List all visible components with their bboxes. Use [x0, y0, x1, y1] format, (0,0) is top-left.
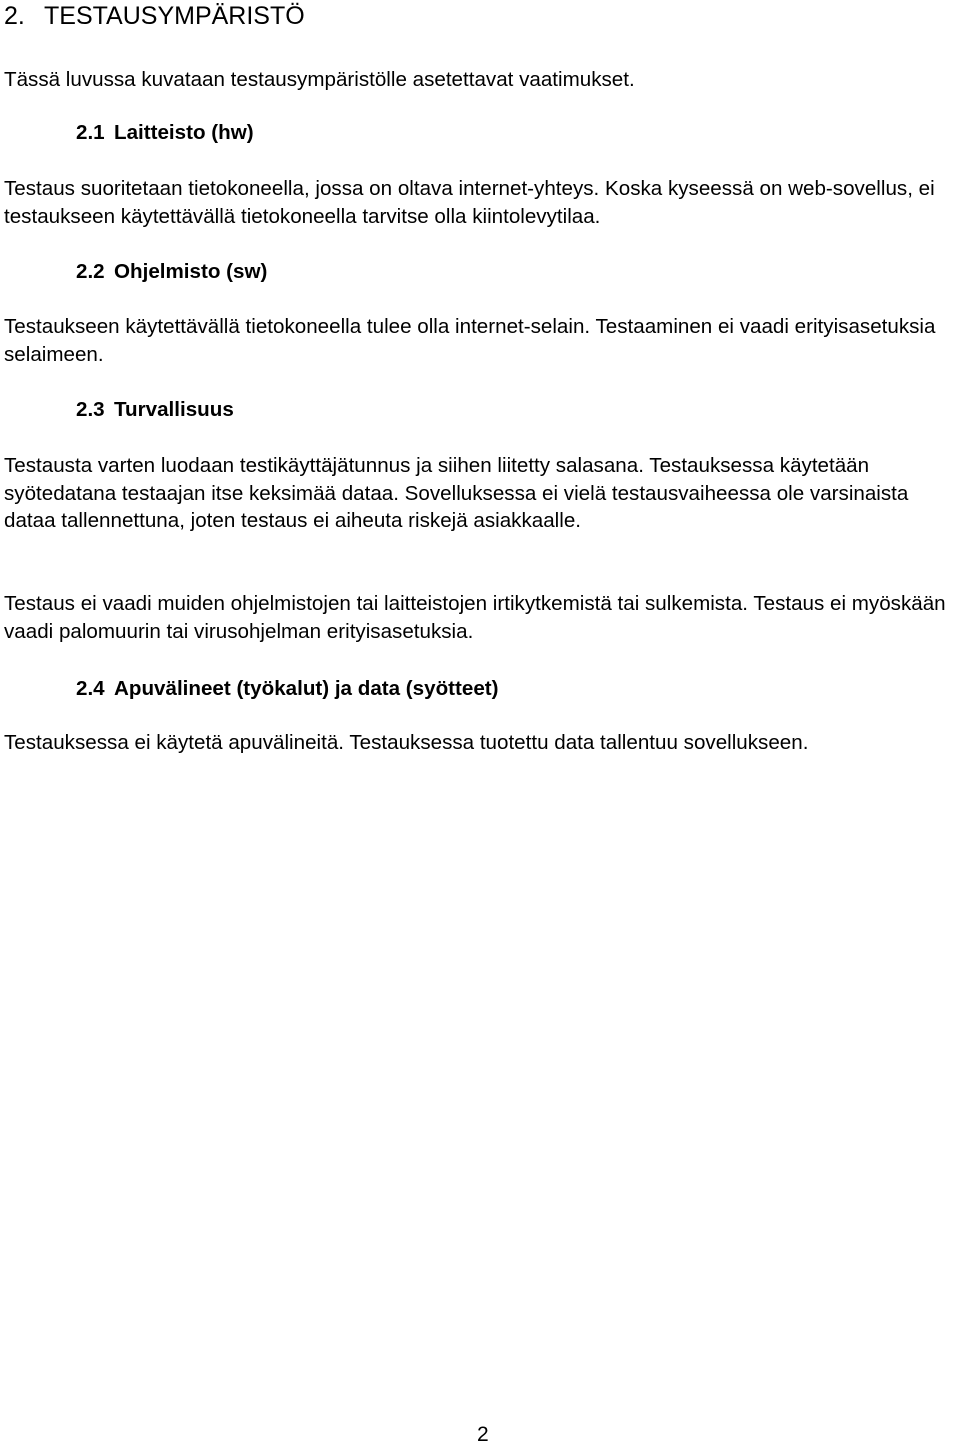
section-heading-2-4	[76, 675, 498, 702]
section-2-3-paragraph-1: Testausta varten luodaan testikäyttäjätunnus ja siihen liitetty salasana. Testauksessa käytetään syötedatana testaajan itse keksimää dataa. Sovelluksessa ei vielä testausvaiheessa ole varsinaista dataa tallennettuna, joten testaus ei aiheuta riskejä asiakkaalle.	[4, 454, 909, 532]
section-title: Laitteisto (hw)	[114, 121, 254, 144]
section-2-4-paragraph-1: Testauksessa ei käytetä apuvälineitä. Testauksessa tuotettu data tallentuu sovellukseen.	[4, 731, 809, 754]
document-page	[4, 0, 956, 1446]
section-2-2-paragraph-1: Testaukseen käytettävällä tietokoneella tulee olla internet-selain. Testaaminen ei vaadi erityisasetuksia selaimeen.	[4, 315, 936, 366]
section-number: 2.2	[76, 260, 105, 283]
section-title: Apuvälineet (työkalut) ja data (syötteet)	[114, 677, 499, 700]
section-title: Turvallisuus	[114, 398, 234, 421]
section-title: Ohjelmisto (sw)	[114, 260, 268, 283]
section-heading-2-2	[76, 258, 267, 285]
chapter-number: 2.	[4, 2, 25, 30]
section-heading-2-1	[76, 119, 254, 146]
section-2-1-paragraph-1: Testaus suoritetaan tietokoneella, jossa on oltava internet-yhteys. Koska kyseessä on web-sovellus, ei testaukseen käytettävällä tietokoneella tarvitse olla kiintolevytilaa.	[4, 177, 935, 228]
section-number: 2.1	[76, 121, 105, 144]
section-number: 2.4	[76, 677, 105, 700]
chapter-title: TESTAUSYMPÄRISTÖ	[44, 2, 305, 30]
section-heading-2-3	[76, 396, 234, 423]
section-number: 2.3	[76, 398, 105, 421]
page-number: 2	[477, 1423, 489, 1446]
chapter-intro: Tässä luvussa kuvataan testausympäristölle asetettavat vaatimukset.	[4, 68, 635, 91]
section-2-3-paragraph-2: Testaus ei vaadi muiden ohjelmistojen tai laitteistojen irtikytkemistä tai sulkemista. Testaus ei myöskään vaadi palomuurin tai virusohjelman erityisasetuksia.	[4, 592, 946, 643]
